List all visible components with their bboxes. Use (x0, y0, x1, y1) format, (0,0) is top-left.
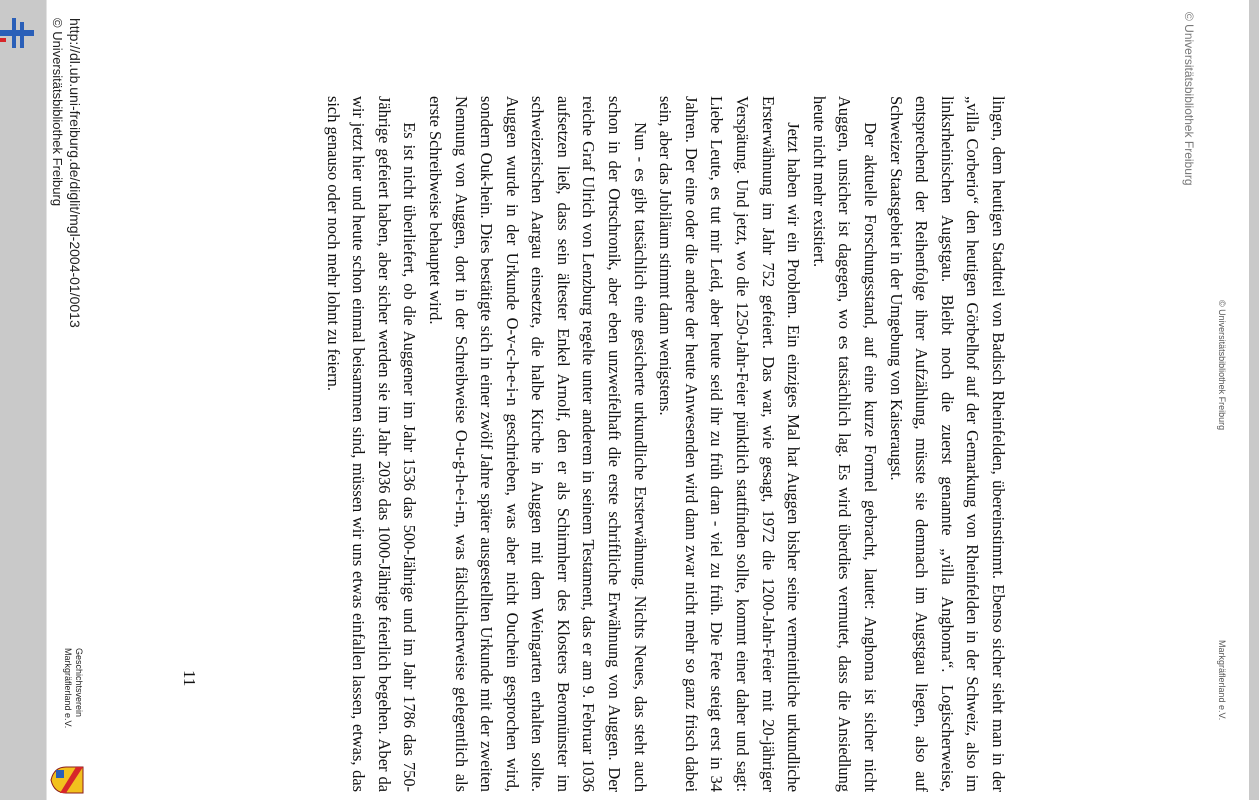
crest-icon (50, 766, 84, 794)
page-marker-icon (0, 18, 44, 54)
paragraph: Der aktuelle Forschungsstand, auf eine kurze Formel gebracht, lautet: Anghoma ist sicher nicht Auggen, unsicher ist dagegen, wo es tatsächlich lag. Es wird überdies vermutet, dass die Ansiedlung heute nicht mehr existiert. (809, 96, 881, 792)
publisher-logo (46, 648, 86, 798)
footer-url-link[interactable]: http://dl.ub.uni-freiburg.de/diglit/mgl-2004-01/0013 (67, 18, 83, 328)
body-text (306, 96, 1011, 792)
clipped-publisher-fragment: Markgräflerland e.V. (1217, 640, 1227, 721)
right-gutter (1249, 0, 1259, 800)
clipped-watermark-fragment: © Universitätsbibliothek Freiburg (1217, 300, 1227, 431)
left-gutter (0, 0, 46, 800)
document-page (46, 0, 1206, 800)
right-edge-fragments (1217, 0, 1245, 800)
page-number: 11 (180, 670, 199, 687)
footer-copyright: © Universitätsbibliothek Freiburg (50, 18, 65, 207)
watermark: © Universitätsbibliothek Freiburg (1182, 12, 1196, 186)
publisher-name: Geschichtsverein Markgräflerland e.V. (63, 648, 84, 729)
paragraph: Nun - es gibt tatsächlich eine gesicherte urkundliche Ersterwähnung. Nichts Neues, das steht auch schon in der Ortschronik, aber eben unzweifelhaft die erste schriftliche Erwähnung von Auggen. Der reiche Graf Ulrich von Lenzburg regelte unter anderem in seinem Testament, das er am 9. Februar 1036 aufsetzen ließ, dass sein ältester Enkel Arnolf, den er als Schirmherr des Klosters Beromünster im schweizerischen Aargau einsetzte, die halbe Kirche in Auggen mit dem Weingarten erhalten sollte. Auggen wurde in der Urkunde O-v-c-h-e-i-n geschrieben, was aber nicht Ouchein gesprochen wird, sondern Ouk-hein. Dies bestätigte sich in einer zwölf Jahre später ausgestellten Urkunde mit der zweiten Nennung von Auggen, dort in der Schreibweise O-u-g-h-e-i-m, was fälschlicherweise gelegentlich als erste Schreibweise behauptet wird. (425, 96, 650, 792)
paragraph: Jetzt haben wir ein Problem. Ein einziges Mal hat Auggen bisher seine vermeintliche urkundliche Ersterwähnung im Jahr 752 gefeiert. Das war, wie gesagt, 1972 die 1200-Jahr-Feier mit 20-jähriger Verspätung. Und jetzt, wo die 1250-Jahr-Feier pünktlich stattfinden sollte, kommt einer daher und sagt: Liebe Leute, es tut mir Leid, aber heute seid ihr zu früh dran - viel zu früh. Die Fete steigt erst in 34 Jahren. Der eine oder die andere der heute Anwesenden wird dann zwar nicht mehr so ganz frisch dabei sein, aber das Jubiläum stimmt dann wenigstens. (656, 96, 804, 792)
paragraph: Es ist nicht überliefert, ob die Auggener im Jahr 1536 das 500-Jährige und im Jahr 1786 das 750-Jährige gefeiert haben, aber sicher werden sie im Jahr 2036 das 1000-Jährige feierlich begehen. Aber da wir jetzt hier und heute schon einmal beisammen sind, müssen wir uns etwas einfallen lassen, etwas, das sich genauso oder noch mehr lohnt zu feiern. (323, 96, 420, 792)
paragraph: lingen, dem heutigen Stadtteil von Badisch Rheinfelden, übereinstimmt. Ebenso sicher sieht man in der „villa Corberio“ den heutigen Görbelhof auf der Gemarkung von Rheinfelden in der Schweiz, also im linksrheinischen Augstgau. Bleibt noch die zuerst genannte „villa Anghoma“. Logischerweise, entsprechend der Reihenfolge ihrer Aufzählung, müsste sie demnach im Augstgau liegen, also auf Schweizer Staatsgebiet in der Umgebung von Kaiseraugst. (886, 96, 1008, 792)
